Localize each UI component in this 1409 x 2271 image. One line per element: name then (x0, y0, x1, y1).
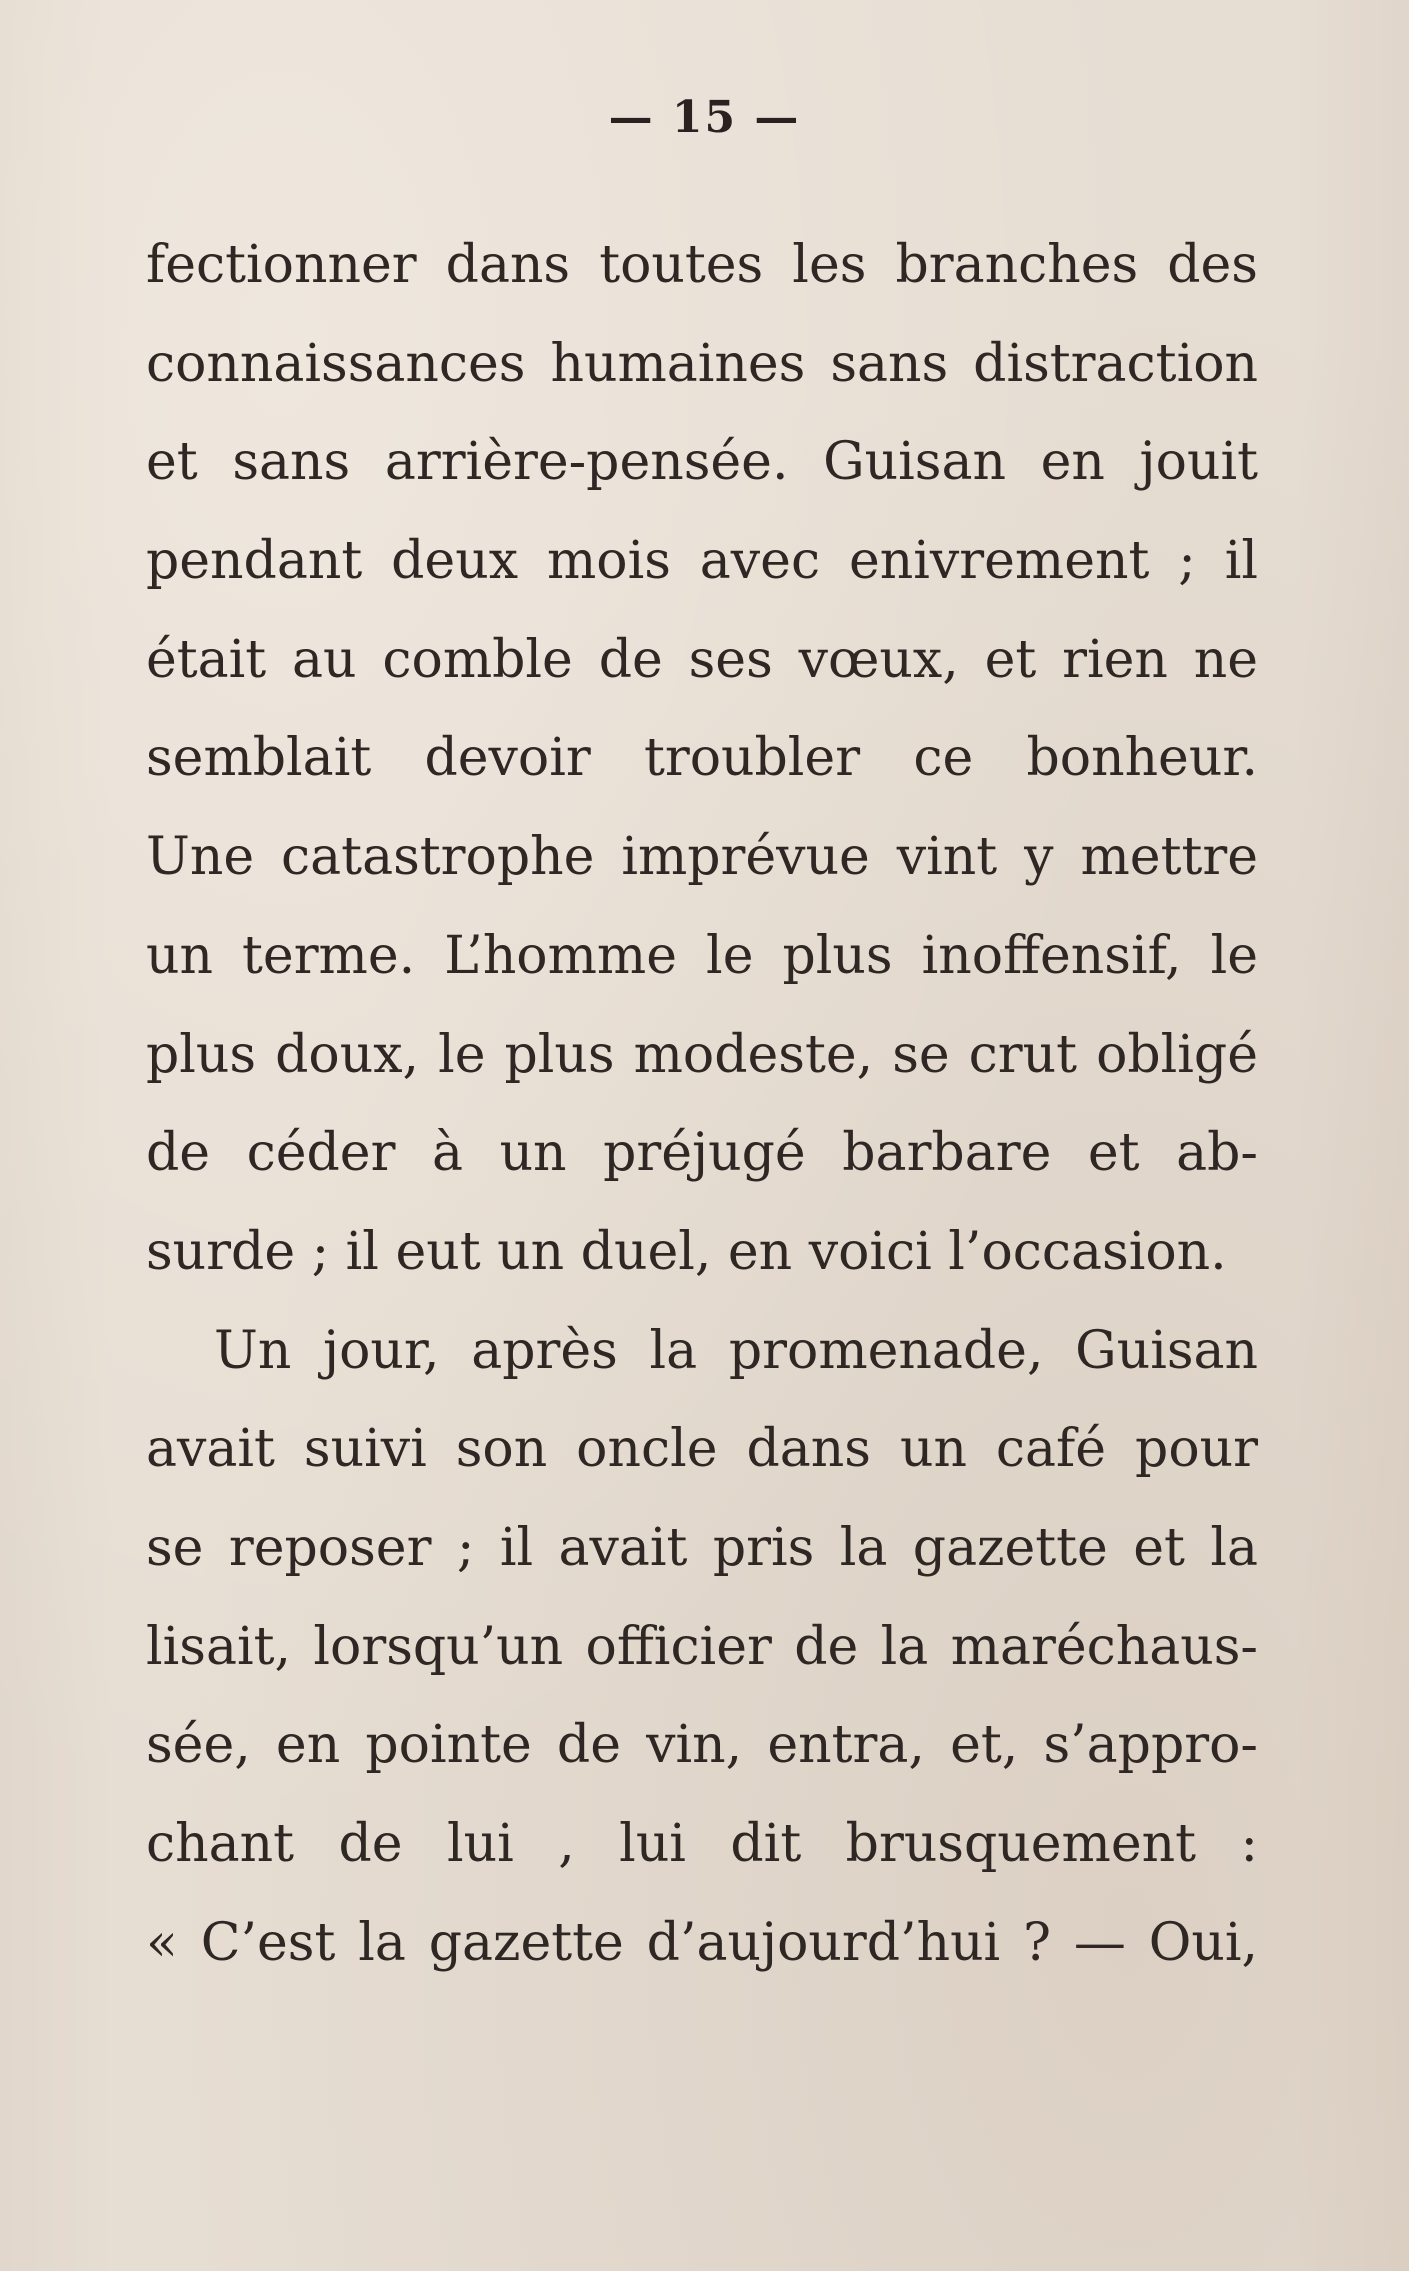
text-line: sée, en pointe de vin, entra, et, s’appro- (146, 1715, 1258, 1776)
text-line: Un jour, après la promenade, Guisan (214, 1320, 1258, 1381)
text-line: chant de lui , lui dit brusquement : (146, 1814, 1258, 1874)
text-line: plus doux, le plus modeste, se crut obligé (146, 1024, 1258, 1085)
page-number: — 15 — (608, 92, 801, 143)
text-line: Une catastrophe imprévue vint y mettre (146, 827, 1258, 888)
text-line: et sans arrière-pensée. Guisan en jouit (146, 432, 1258, 493)
text-line: se reposer ; il avait pris la gazette et la (146, 1517, 1258, 1578)
text-line: avait suivi son oncle dans un café pour (146, 1419, 1258, 1480)
paragraph-1 (146, 216, 1258, 1302)
text-line: fectionner dans toutes les branches des (146, 235, 1258, 295)
text-line: « C’est la gazette d’aujourd’hui ? — Oui, (146, 1912, 1258, 1973)
text-line: de céder à un préjugé barbare et ab- (146, 1123, 1258, 1184)
text-line: surde ; il eut un duel, en voici l’occasion. (146, 1221, 1227, 1282)
text-line: était au comble de ses vœux, et rien ne (146, 629, 1258, 690)
text-line: lisait, lorsqu’un officier de la maréchaus- (146, 1616, 1258, 1677)
body-text (146, 216, 1258, 1992)
text-line: un terme. L’homme le plus inoffensif, le (146, 925, 1258, 986)
paragraph-2 (146, 1302, 1258, 1993)
text-line: pendant deux mois avec enivrement ; il (146, 531, 1258, 592)
text-line: connaissances humaines sans distraction (146, 333, 1258, 394)
text-line: semblait devoir troubler ce bonheur. (146, 728, 1258, 789)
